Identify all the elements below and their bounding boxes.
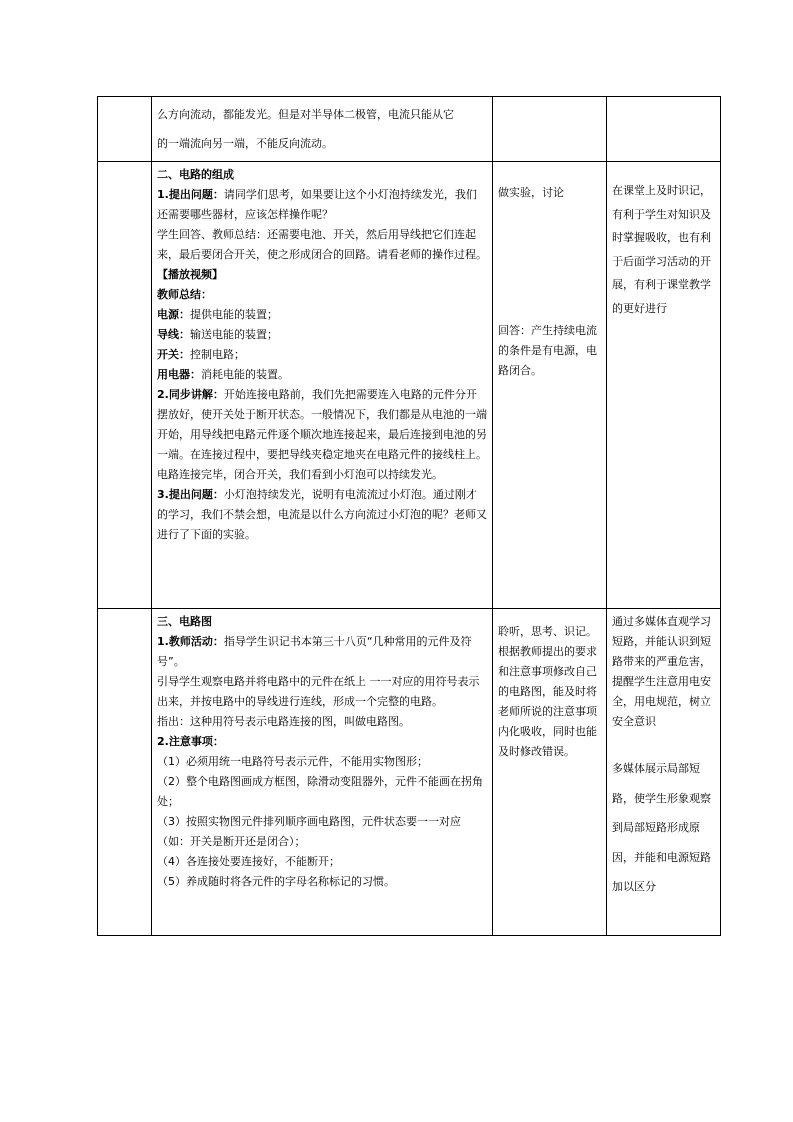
point-paragraph: 指出：这种用符号表示电路连接的图，叫做电路图。	[157, 715, 410, 728]
blank-cell	[98, 162, 152, 609]
note-item: （1）必须用统一电路符号表示元件，不能用实物图形；	[157, 755, 428, 768]
component-item	[157, 325, 487, 345]
note-item: （4）各连接处要连接好，不能断开；	[157, 855, 340, 868]
component-desc: 控制电路；	[190, 348, 245, 361]
student-activity-cell	[493, 609, 607, 936]
section-title: 二、电路的组成	[157, 168, 234, 181]
student-activity-text: 回答：产生持续电流的条件是有电源，电路闭合。	[498, 324, 597, 377]
notes-label: 2.注意事项：	[157, 735, 224, 748]
component-term: 开关：	[157, 348, 190, 361]
activity-text: 指导学生识记书本第三十八页“几种常用的元件及符号”。	[157, 635, 472, 668]
note-item: （3）按照实物图元件排列顺序画电路图，元件状态要一一对应（如：开关是断开还是闭合）；	[157, 815, 461, 848]
explain-text: 开始连接电路前，我们先把需要连入电路的元件分开摆放好，使开关处于断开状态。一般情况下，我们都是从电池的一端开始，用导线把电路元件逐个顺次地连接起来，最后连接到电池的另一端。在连接过程中，要把导线夹稳定地夹在电路元件的接线柱上。电路连接完毕，闭合开关，我们看到小灯泡可以持续发光。	[157, 388, 487, 481]
explain-label: 2.同步讲解：	[157, 388, 224, 401]
design-intent-text: 在课堂上及时识记，有利于学生对知识及时掌握吸收，也有利于后面学习活动的开展，有利于课堂教学的更好进行	[612, 184, 711, 315]
teaching-content-cell	[152, 97, 493, 162]
teaching-content-cell	[152, 609, 493, 936]
lesson-plan-table	[97, 96, 721, 936]
question-paragraph	[157, 185, 487, 225]
activity-paragraph	[157, 632, 487, 672]
component-item	[157, 365, 487, 385]
question-label: 1.提出问题：	[157, 188, 224, 201]
component-term: 用电器：	[157, 368, 201, 381]
blank-cell	[98, 609, 152, 936]
design-intent-cell	[607, 162, 721, 609]
component-term: 导线：	[157, 328, 190, 341]
design-intent-text: 多媒体展示局部短路，使学生形象观察到局部短路形成原因，并能和电源短路加以区分	[612, 762, 711, 893]
explain-paragraph	[157, 385, 487, 485]
summary-label: 教师总结：	[157, 288, 212, 301]
note-item: （5）养成随时将各元件的字母名称标记的习惯。	[157, 875, 395, 888]
content-line: 的一端流向另一端，不能反向流动。	[157, 137, 333, 150]
video-label: 【播放视频】	[157, 268, 223, 281]
student-activity-cell	[493, 97, 607, 162]
component-desc: 提供电能的装置；	[190, 308, 278, 321]
student-activity-text: 聆听，思考、识记。根据教师提出的要求和注意事项修改自己的电路图，能及时将老师所说的注意事项内化吸收，同时也能及时修改错误。	[498, 625, 597, 758]
answer-paragraph: 学生回答、教师总结：还需要电池、开关，然后用导线把它们连起来，最后要闭合开关，使之形成闭合的回路。请看老师的操作过程。	[157, 228, 487, 261]
component-desc: 消耗电能的装置。	[201, 368, 289, 381]
activity-label: 1.教师活动：	[157, 635, 224, 648]
student-activity-cell	[493, 162, 607, 609]
question-text: 请同学们思考，如果要让这个小灯泡持续发光，我们还需要哪些器材，应该怎样操作呢？	[157, 188, 477, 221]
component-item	[157, 305, 487, 325]
question-label: 3.提出问题：	[157, 488, 224, 501]
section-title: 三、电路图	[157, 615, 212, 628]
component-desc: 输送电能的装置；	[190, 328, 278, 341]
content-line: 么方向流动，都能发光。但是对半导体二极管，电流只能从它	[157, 108, 454, 121]
question-text: 小灯泡持续发光，说明有电流流过小灯泡。通过刚才的学习，我们不禁会想，电流是以什么方向流过小灯泡的呢？老师又进行了下面的实验。	[157, 488, 487, 541]
design-intent-cell	[607, 97, 721, 162]
design-intent-text: 通过多媒体直观学习短路，并能认识到短路带来的严重危害，提醒学生注意用电安全，用电规范，树立安全意识	[612, 615, 711, 728]
design-intent-cell	[607, 609, 721, 936]
table-row	[98, 162, 721, 609]
teaching-content-cell	[152, 162, 493, 609]
note-item: （2）整个电路图画成方框图，除滑动变阻器外，元件不能画在拐角处；	[157, 775, 483, 808]
guide-paragraph: 引导学生观察电路并将电路中的元件在纸上 一一对应的用符号表示出来，并按电路中的导线进行连线，形成一个完整的电路。	[157, 675, 480, 708]
component-item	[157, 345, 487, 365]
table-row	[98, 609, 721, 936]
question-paragraph	[157, 485, 487, 545]
blank-cell	[98, 97, 152, 162]
component-term: 电源：	[157, 308, 190, 321]
table-row	[98, 97, 721, 162]
student-activity-text: 做实验，讨论	[498, 186, 564, 199]
